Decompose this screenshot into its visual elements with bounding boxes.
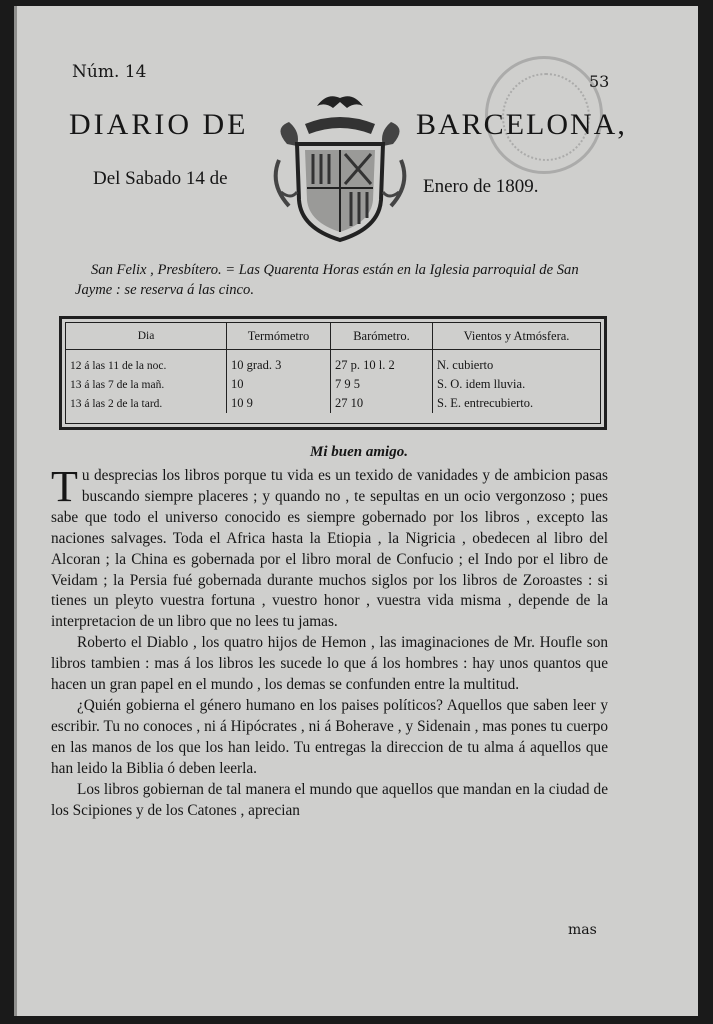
weather-header-winds: Vientos y Atmósfera. — [433, 323, 601, 350]
weather-day: 13 á las 7 de la mañ. — [66, 375, 227, 394]
weather-baro: 27 p. 10 l. 2 — [331, 350, 433, 376]
weather-header-day: Dia — [66, 323, 227, 350]
weather-therm: 10 grad. 3 — [227, 350, 331, 376]
weather-day: 13 á las 2 de la tard. — [66, 394, 227, 413]
article-paragraph: ¿Quién gobierna el género humano en los paises políticos? Aquellos que saben leer y escribir. Tu no conoces , ni á Hipócrates , ni á Boherave , y Sidenain , mas pones tu cuerpo en las manos de los que los han leido. Tu entregas la direccion de tu alma á aquellos que han leido la Biblia ó deben leerla. — [51, 696, 608, 777]
paragraph-text: u desprecias los libros porque tu vida es un texido de vanidades y de ambicion pasas buscando siempre placeres ; y quando no , te sepultas en un ocio vergonzoso ; pues sabe que todo el universo conocido es siempre gobernado por los libros , excepto las naciones salvages. Toda el Africa hasta la Etiopia , la Nigricia , obedecen al libro del Alcoran ; la China es gobernada por el libro moral de Confucio ; el Indo por el libro de Veidam ; la Persia fué gobernada durante muchos siglos por los libros de Zoroastes : si tienes un pleyto vuestra fortuna , vuestro honor , vuestra vida misma , depende de la interpretacion de un libro que no lees tu jamas. — [51, 467, 608, 631]
saints-notice: San Felix , Presbítero. = Las Quarenta Horas están en la Iglesia parroquial de San Jayme : se reserva á las cinco. — [75, 262, 579, 298]
coat-of-arms-icon — [267, 88, 413, 248]
weather-wind: S. O. idem lluvia. — [437, 377, 526, 391]
weather-therm: 10 — [227, 375, 331, 394]
table-row — [66, 350, 600, 376]
weather-table — [66, 323, 600, 413]
weather-table-frame — [59, 316, 607, 430]
article-body — [51, 462, 608, 821]
weather-wind: N. cubierto — [437, 358, 494, 372]
drop-cap: T — [51, 462, 78, 511]
masthead-title-left: DIARIO DE — [69, 108, 249, 141]
weather-wind: S. E. entrecubierto. — [437, 396, 534, 410]
article-paragraph: Roberto el Diablo , los quatro hijos de Hemon , las imaginaciones de Mr. Houfle son libros tambien : mas á los libros les sucede lo que á los hombres : hay unos quantos que hacen un gran papel en el mundo , los demas se confunden entre la multitud. — [51, 634, 608, 694]
masthead-title-right: BARCELONA, — [416, 108, 627, 141]
date-line-right: Enero de 1809. — [423, 176, 539, 197]
weather-day: 12 á las 11 de la noc. — [66, 350, 227, 376]
article-paragraph: Los libros gobiernan de tal manera el mundo que aquellos que mandan en la ciudad de los Scipiones y de los Catones , aprecian — [51, 780, 608, 819]
article-heading: Mi buen amigo. — [310, 444, 408, 460]
article-paragraph — [51, 462, 608, 633]
weather-therm: 10 9 — [227, 394, 331, 413]
catchword: mas — [568, 922, 597, 938]
newspaper-page — [14, 6, 698, 1016]
table-row — [66, 394, 600, 413]
weather-baro: 27 10 — [331, 394, 433, 413]
date-line-left: Del Sabado 14 de — [93, 168, 228, 189]
table-row — [66, 375, 600, 394]
issue-number: Núm. 14 — [72, 62, 147, 82]
page-number: 53 — [589, 72, 610, 91]
weather-header-barometer: Barómetro. — [331, 323, 433, 350]
weather-baro: 7 9 5 — [331, 375, 433, 394]
weather-header-thermometer: Termómetro — [227, 323, 331, 350]
